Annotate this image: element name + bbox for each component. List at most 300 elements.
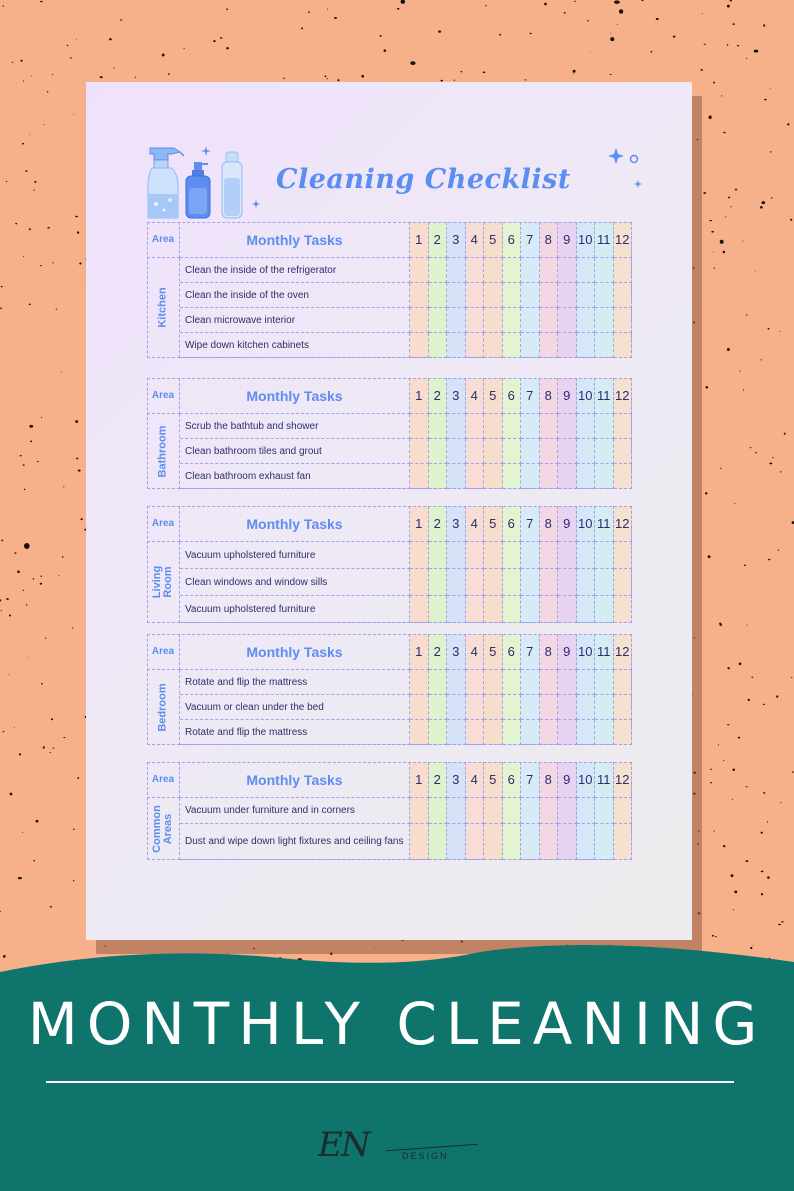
speck <box>746 58 747 59</box>
checklist-section-bathroom <box>147 378 632 489</box>
month-header: 9 <box>558 222 577 258</box>
speck <box>761 893 764 895</box>
speck <box>727 348 730 351</box>
speck <box>73 880 74 881</box>
logo-word: DESIGN <box>402 1151 449 1161</box>
speck <box>20 455 22 456</box>
banner-divider <box>46 1081 734 1083</box>
speck <box>40 1 43 2</box>
speck <box>714 268 715 269</box>
speck <box>62 556 64 558</box>
speck <box>746 314 748 315</box>
month-header: 7 <box>521 506 540 542</box>
checklist-section-kitchen <box>147 222 632 358</box>
speck <box>31 76 32 77</box>
month-header: 2 <box>429 634 448 670</box>
speck <box>573 70 576 73</box>
task-label: Clean bathroom tiles and grout <box>180 439 410 464</box>
speck <box>694 637 696 638</box>
speck <box>77 777 79 779</box>
month-header: 10 <box>577 762 596 798</box>
speck <box>727 724 729 725</box>
speck <box>790 219 792 221</box>
sparkle-icon <box>574 142 674 202</box>
speck <box>226 47 229 49</box>
month-header: 8 <box>540 222 559 258</box>
speck <box>0 308 2 309</box>
speck <box>761 832 763 834</box>
month-header: 11 <box>595 762 614 798</box>
month-header: 11 <box>595 378 614 414</box>
month-header: 9 <box>558 634 577 670</box>
speck <box>737 45 739 46</box>
month-header: 4 <box>466 222 485 258</box>
speck <box>697 912 700 914</box>
month-header: 6 <box>503 506 522 542</box>
speck <box>700 69 703 71</box>
speck <box>52 74 54 75</box>
month-header: 3 <box>447 634 466 670</box>
speck <box>23 464 25 465</box>
month-header: 3 <box>447 378 466 414</box>
month-header: 12 <box>614 222 633 258</box>
speck <box>438 30 441 32</box>
speck <box>734 503 735 504</box>
speck <box>713 830 715 831</box>
brand-logo <box>318 1125 488 1180</box>
speck <box>778 550 780 551</box>
speck <box>574 1 576 2</box>
banner-title: MONTHLY CLEANING <box>27 990 767 1058</box>
speck <box>732 768 734 771</box>
speck <box>79 262 81 264</box>
speck <box>727 667 729 669</box>
speck <box>50 752 52 753</box>
speck <box>544 3 547 6</box>
speck <box>18 877 22 879</box>
speck <box>745 786 747 787</box>
speck <box>23 590 24 591</box>
speck <box>791 677 793 678</box>
month-header: 5 <box>484 762 503 798</box>
month-header: 9 <box>558 762 577 798</box>
month-header: 11 <box>595 506 614 542</box>
speck <box>410 61 415 65</box>
month-header: 5 <box>484 506 503 542</box>
speck <box>703 192 706 194</box>
speck <box>33 190 34 191</box>
speck <box>26 604 27 605</box>
speck <box>761 871 764 873</box>
speck <box>226 9 228 10</box>
month-header: 3 <box>447 762 466 798</box>
speck <box>324 75 326 77</box>
speck <box>1 540 3 542</box>
speck <box>8 674 9 675</box>
speck <box>730 206 731 207</box>
speck <box>67 45 69 46</box>
month-header: 8 <box>540 634 559 670</box>
task-label: Vacuum or clean under the bed <box>180 695 410 720</box>
speck <box>76 458 78 460</box>
area-label: Common Areas <box>151 804 175 853</box>
speck <box>693 793 696 795</box>
speck <box>14 727 15 728</box>
speck <box>81 518 83 520</box>
month-header: 5 <box>484 222 503 258</box>
speck <box>697 843 699 845</box>
month-header: 7 <box>521 222 540 258</box>
speck <box>1 610 2 611</box>
area-label: Kitchen <box>156 287 169 328</box>
speck <box>693 267 695 269</box>
month-header: 5 <box>484 634 503 670</box>
speck <box>730 0 732 1</box>
month-header: 2 <box>429 222 448 258</box>
speck <box>52 748 54 749</box>
speck <box>738 737 740 739</box>
task-label: Clean microwave interior <box>180 308 410 333</box>
speck <box>763 792 765 794</box>
speck <box>761 359 762 360</box>
soap-dispenser-icon <box>186 162 210 218</box>
speck <box>719 624 722 626</box>
speck <box>573 74 574 75</box>
task-label: Scrub the bathtub and shower <box>180 414 410 439</box>
speck <box>47 91 49 92</box>
speck <box>0 599 1 601</box>
month-header: 12 <box>614 506 633 542</box>
task-label: Rotate and flip the mattress <box>180 720 410 745</box>
speck <box>6 598 9 600</box>
speck <box>721 95 722 96</box>
area-header: Area <box>147 762 180 798</box>
checklist-section-common-areas <box>147 762 632 860</box>
cleaning-bottles-illustration <box>144 142 264 222</box>
speck <box>710 769 712 770</box>
month-header: 1 <box>410 762 429 798</box>
speck <box>530 33 532 34</box>
speck <box>37 461 39 462</box>
speck <box>52 262 54 263</box>
speck <box>764 99 767 101</box>
month-header: 6 <box>503 222 522 258</box>
checklist-section-living-room <box>147 506 632 623</box>
month-header: 10 <box>577 634 596 670</box>
month-header: 4 <box>466 378 485 414</box>
speck <box>283 78 285 79</box>
speck <box>725 216 726 217</box>
speck <box>718 744 719 745</box>
month-header: 4 <box>466 634 485 670</box>
month-header: 7 <box>521 634 540 670</box>
area-label: Bathroom <box>156 425 169 477</box>
speck <box>524 79 526 80</box>
speck <box>40 265 42 266</box>
month-header: 6 <box>503 634 522 670</box>
table-border <box>147 378 632 489</box>
speck <box>731 874 734 877</box>
speck <box>743 389 744 390</box>
speck <box>733 909 734 910</box>
speck <box>769 463 772 465</box>
speck <box>2 6 4 7</box>
speck <box>723 845 725 847</box>
month-header: 6 <box>503 762 522 798</box>
speck <box>693 321 695 323</box>
speck <box>30 440 32 442</box>
area-header: Area <box>147 222 180 258</box>
task-label: Clean bathroom exhaust fan <box>180 464 410 489</box>
task-label: Wipe down kitchen cabinets <box>180 333 410 358</box>
speck <box>760 206 763 209</box>
speck <box>23 256 24 257</box>
speck <box>33 860 35 861</box>
page-title: Cleaning Checklist <box>276 164 571 195</box>
logo-letters: EN <box>318 1125 369 1165</box>
speck <box>713 82 715 84</box>
speck <box>761 201 765 204</box>
speck <box>454 80 455 81</box>
speck <box>755 271 756 272</box>
speck <box>43 747 45 749</box>
speck <box>781 921 783 923</box>
month-header: 10 <box>577 506 596 542</box>
speck <box>723 251 726 253</box>
speck <box>461 71 463 72</box>
speck <box>334 17 337 19</box>
speck <box>771 197 773 198</box>
checklist-section-bedroom <box>147 634 632 745</box>
month-header: 4 <box>466 762 485 798</box>
speck <box>787 123 789 125</box>
speck <box>590 52 591 53</box>
area-header: Area <box>147 506 180 542</box>
table-border <box>147 762 632 860</box>
speck <box>168 73 170 74</box>
speck <box>745 860 748 862</box>
speck <box>619 9 623 14</box>
task-label: Vacuum upholstered furniture <box>180 596 410 623</box>
month-header: 2 <box>429 762 448 798</box>
table-border <box>147 506 632 623</box>
speck <box>0 911 1 912</box>
speck <box>720 240 724 244</box>
month-header: 9 <box>558 506 577 542</box>
speck <box>780 802 781 803</box>
task-label: Clean the inside of the refrigerator <box>180 258 410 283</box>
speck <box>772 457 773 458</box>
speck <box>739 662 742 665</box>
speck <box>751 677 753 678</box>
speck <box>113 67 114 68</box>
speck <box>29 304 31 306</box>
speck <box>135 77 136 78</box>
tasks-header: Monthly Tasks <box>180 222 410 258</box>
speck <box>706 386 709 389</box>
speck <box>308 11 310 13</box>
speck <box>19 753 21 755</box>
month-header: 8 <box>540 378 559 414</box>
speck <box>50 906 53 907</box>
speck <box>755 452 757 453</box>
speck <box>56 309 58 310</box>
speck <box>183 48 184 49</box>
speck <box>22 143 24 145</box>
speck <box>14 552 16 553</box>
speck <box>673 36 676 38</box>
speck <box>34 181 36 183</box>
speck <box>397 8 400 10</box>
month-header: 9 <box>558 378 577 414</box>
speck <box>702 13 703 14</box>
speck <box>77 231 79 233</box>
speck <box>24 489 26 491</box>
speck <box>327 9 328 10</box>
speck <box>697 139 699 141</box>
speck <box>483 72 486 74</box>
speck <box>499 34 501 36</box>
speck <box>770 88 771 89</box>
speck <box>748 699 750 701</box>
speck <box>40 583 42 585</box>
month-header: 2 <box>429 506 448 542</box>
table-border <box>147 634 632 745</box>
speck <box>45 638 46 639</box>
speck <box>723 760 724 761</box>
speck <box>36 820 39 823</box>
speck <box>713 252 714 253</box>
speck <box>73 114 74 115</box>
speck <box>220 37 223 38</box>
speck <box>361 75 364 78</box>
speck <box>723 132 725 134</box>
speck <box>792 771 794 772</box>
speck <box>708 115 711 119</box>
speck <box>23 81 24 82</box>
speck <box>20 60 22 62</box>
speck <box>768 328 770 330</box>
speck <box>63 486 64 487</box>
month-header: 3 <box>447 506 466 542</box>
speck <box>747 625 748 626</box>
speck <box>712 935 714 937</box>
speck <box>779 331 780 332</box>
speck <box>61 372 62 373</box>
speck <box>767 876 770 878</box>
month-header: 11 <box>595 222 614 258</box>
speck <box>698 830 700 832</box>
speck <box>763 704 765 705</box>
speck <box>485 5 486 6</box>
task-label: Rotate and flip the mattress <box>180 670 410 695</box>
area-label: Living Room <box>151 565 175 599</box>
speck <box>739 371 740 372</box>
speck <box>22 832 23 833</box>
speck <box>693 771 696 774</box>
speck <box>109 38 112 40</box>
month-header: 10 <box>577 378 596 414</box>
speck <box>710 782 712 783</box>
speck <box>33 578 34 580</box>
speck <box>610 33 611 34</box>
speck <box>750 447 752 448</box>
speck <box>754 50 759 53</box>
task-label: Vacuum under furniture and in corners <box>180 798 410 824</box>
speck <box>770 151 772 152</box>
area-header: Area <box>147 634 180 670</box>
speck <box>72 627 74 628</box>
month-header: 6 <box>503 378 522 414</box>
speck <box>10 793 13 796</box>
speck <box>15 223 17 225</box>
speck <box>213 40 216 42</box>
speck <box>614 0 620 3</box>
speck <box>742 240 743 241</box>
speck <box>384 49 387 52</box>
speck <box>641 0 643 1</box>
speck <box>784 433 786 435</box>
speck <box>617 24 618 25</box>
speck <box>51 718 53 720</box>
speck <box>75 420 78 423</box>
speck <box>73 829 75 830</box>
month-header: 5 <box>484 378 503 414</box>
speck <box>58 575 59 576</box>
month-header: 12 <box>614 378 633 414</box>
speck <box>715 936 717 937</box>
speck <box>727 44 729 45</box>
task-label: Dust and wipe down light fixtures and ceiling fans <box>180 824 410 860</box>
task-label: Clean windows and window sills <box>180 569 410 596</box>
speck <box>735 189 738 191</box>
speck <box>720 468 722 469</box>
month-header: 1 <box>410 378 429 414</box>
month-header: 1 <box>410 506 429 542</box>
speck <box>78 469 81 471</box>
speck <box>17 570 20 573</box>
month-header: 7 <box>521 378 540 414</box>
speck <box>564 12 566 13</box>
month-header: 8 <box>540 506 559 542</box>
speck <box>47 227 50 229</box>
spray-bottle-icon <box>148 148 184 218</box>
month-header: 1 <box>410 634 429 670</box>
area-label: Bedroom <box>156 682 169 732</box>
speck <box>778 924 781 925</box>
tasks-header: Monthly Tasks <box>180 634 410 670</box>
page-header <box>144 142 664 222</box>
speck <box>767 821 768 822</box>
tasks-header: Monthly Tasks <box>180 378 410 414</box>
table-border <box>147 222 632 358</box>
month-header: 7 <box>521 762 540 798</box>
speck <box>9 615 11 617</box>
speck <box>711 231 714 233</box>
speck <box>708 555 711 558</box>
speck <box>780 471 781 472</box>
speck <box>610 37 614 41</box>
speck <box>732 799 733 800</box>
speck <box>326 78 327 79</box>
speck <box>41 683 43 685</box>
speck <box>744 565 746 566</box>
speck <box>6 181 8 182</box>
task-label: Clean the inside of the oven <box>180 283 410 308</box>
month-header: 11 <box>595 634 614 670</box>
tasks-header: Monthly Tasks <box>180 506 410 542</box>
month-header: 3 <box>447 222 466 258</box>
